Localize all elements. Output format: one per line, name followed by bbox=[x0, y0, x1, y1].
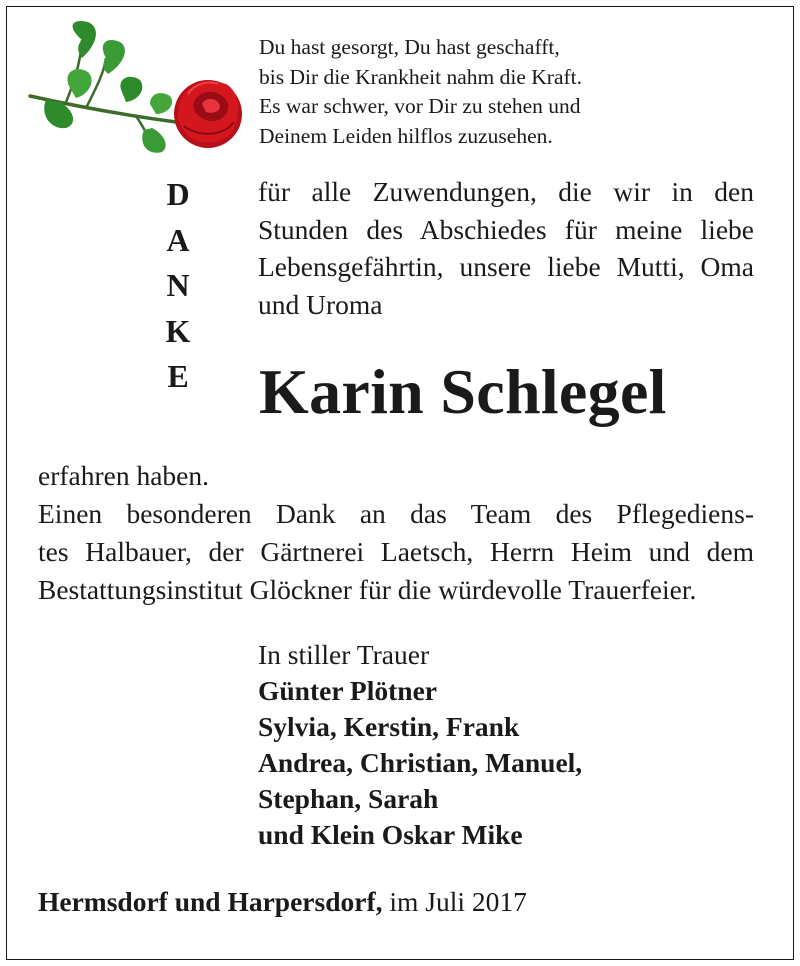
thanks-line: Lebensgefährtin, unsere liebe Mutti, Oma bbox=[258, 251, 754, 282]
poem-line: bis Dir die Krankheit nahm die Kraft. bbox=[259, 64, 583, 89]
deceased-name: Karin Schlegel bbox=[259, 356, 667, 427]
thanks-line: für alle Zuwendungen, die wir in den bbox=[258, 176, 754, 207]
rose-icon bbox=[26, 18, 246, 158]
danke-letter: N bbox=[166, 267, 190, 303]
body-paragraph bbox=[38, 457, 754, 609]
signature-name: Günter Plötner bbox=[258, 675, 437, 706]
poem-line: Es war schwer, vor Dir zu stehen und bbox=[259, 94, 581, 118]
body-line: Einen besonderen Dank an das Team des Pflegediens- bbox=[38, 498, 754, 529]
signature-name: Stephan, Sarah bbox=[258, 783, 439, 814]
danke-vertical bbox=[158, 172, 198, 400]
signature-name: Andrea, Christian, Manuel, bbox=[258, 747, 583, 778]
poem-line: Du hast gesorgt, Du hast geschafft, bbox=[259, 35, 560, 59]
footer-date: im Juli 2017 bbox=[389, 886, 527, 917]
body-line: erfahren haben. bbox=[38, 460, 210, 491]
danke-letter: K bbox=[165, 312, 191, 349]
danke-letter: A bbox=[166, 221, 190, 258]
poem bbox=[259, 33, 779, 151]
signature-name: Sylvia, Kerstin, Frank bbox=[258, 711, 520, 742]
thanks-line: und Uroma bbox=[258, 288, 383, 320]
thanks-paragraph bbox=[258, 173, 754, 323]
signature-intro: In stiller Trauer bbox=[258, 639, 430, 670]
signature-name: und Klein Oskar Mike bbox=[258, 819, 523, 850]
poem-line: Deinem Leiden hilflos zuzusehen. bbox=[259, 123, 553, 148]
body-line: Bestattungsinstitut Glöckner für die würdevolle Trauerfeier. bbox=[38, 574, 697, 605]
footer-place: Hermsdorf und Harpersdorf, bbox=[38, 886, 383, 917]
thanks-line: Stunden des Abschiedes für meine liebe bbox=[258, 213, 754, 245]
danke-letter: E bbox=[167, 358, 189, 394]
body-line: tes Halbauer, der Gärtnerei Laetsch, Herrn Heim und dem bbox=[38, 536, 754, 567]
danke-letter: D bbox=[166, 176, 190, 212]
signature-block bbox=[258, 637, 582, 853]
footer bbox=[38, 884, 527, 920]
